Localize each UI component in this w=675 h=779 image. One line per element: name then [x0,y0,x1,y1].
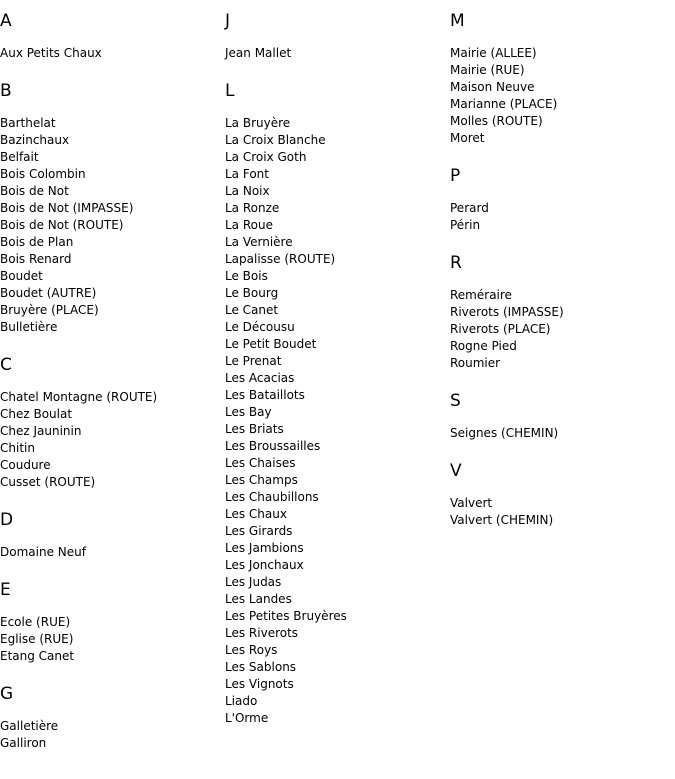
street-entry-bois-de-plan[interactable]: Bois de Plan [0,235,74,249]
section-r [450,253,670,372]
section-p [450,166,670,234]
street-entry-la-bruyere[interactable]: La Bruyère [225,116,291,130]
street-entry-les-chaux[interactable]: Les Chaux [225,507,287,521]
street-entry-les-bay[interactable]: Les Bay [225,405,272,419]
street-entry-les-briats[interactable]: Les Briats [225,422,284,436]
street-entry-ecole-rue[interactable]: Ecole (RUE) [0,615,71,629]
street-entry-les-jonchaux[interactable]: Les Jonchaux [225,558,304,572]
street-entry-lapalisse-route[interactable]: Lapalisse (ROUTE) [225,252,336,266]
street-entry-marianne-place[interactable]: Marianne (PLACE) [450,97,558,111]
street-entry-les-broussailles[interactable]: Les Broussailles [225,439,321,453]
street-entry-la-ronze[interactable]: La Ronze [225,201,280,215]
street-entry-bois-renard[interactable]: Bois Renard [0,252,72,266]
street-entry-boudet[interactable]: Boudet [0,269,43,283]
street-entry-bulletiere[interactable]: Bulletière [0,320,58,334]
street-entry-rogne-pied[interactable]: Rogne Pied [450,339,517,353]
section-e [0,580,220,665]
street-entry-le-prenat[interactable]: Le Prenat [225,354,282,368]
street-entry-les-girards[interactable]: Les Girards [225,524,293,538]
street-entry-perin[interactable]: Périn [450,218,481,232]
section-j [225,11,445,62]
street-entry-chez-boulat[interactable]: Chez Boulat [0,407,73,421]
street-entry-bois-colombin[interactable]: Bois Colombin [0,167,86,181]
street-entry-mairie-allee[interactable]: Mairie (ALLEE) [450,46,537,60]
street-entry-chatel-montagne-route[interactable]: Chatel Montagne (ROUTE) [0,390,158,404]
street-entry-les-acacias[interactable]: Les Acacias [225,371,295,385]
street-entry-cusset-route[interactable]: Cusset (ROUTE) [0,475,96,489]
street-entry-les-petites-bruyeres[interactable]: Les Petites Bruyères [225,609,347,623]
street-entry-bazinchaux[interactable]: Bazinchaux [0,133,70,147]
street-entry-la-croix-goth[interactable]: La Croix Goth [225,150,307,164]
street-entry-galletiere[interactable]: Galletière [0,719,59,733]
section-letter-heading: R [450,253,462,273]
street-entry-boudet-autre[interactable]: Boudet (AUTRE) [0,286,97,300]
street-entry-chez-jauninin[interactable]: Chez Jauninin [0,424,82,438]
section-m [450,11,670,147]
street-entry-le-canet[interactable]: Le Canet [225,303,279,317]
section-c [0,355,220,491]
street-entry-aux-petits-chaux[interactable]: Aux Petits Chaux [0,46,102,60]
street-entry-les-sablons[interactable]: Les Sablons [225,660,297,674]
street-entry-mairie-rue[interactable]: Mairie (RUE) [450,63,525,77]
section-b [0,81,220,336]
street-entry-galliron[interactable]: Galliron [0,736,47,750]
street-entry-bois-de-not[interactable]: Bois de Not [0,184,69,198]
street-entry-les-jambions[interactable]: Les Jambions [225,541,304,555]
index-column-3 [450,11,670,548]
street-entry-bois-de-not-route[interactable]: Bois de Not (ROUTE) [0,218,124,232]
section-letter-heading: D [0,510,14,530]
index-column-1 [0,11,220,771]
street-entry-les-bataillots[interactable]: Les Bataillots [225,388,305,402]
section-s [450,391,670,442]
street-entry-le-bois[interactable]: Le Bois [225,269,268,283]
section-d [0,510,220,561]
street-entry-valvert-chemin[interactable]: Valvert (CHEMIN) [450,513,554,527]
street-entry-les-judas[interactable]: Les Judas [225,575,282,589]
section-letter-heading: S [450,391,461,411]
section-letter-heading: A [0,11,12,31]
section-letter-heading: E [0,580,11,600]
section-letter-heading: C [0,355,12,375]
street-entry-roumier[interactable]: Roumier [450,356,501,370]
street-entry-les-chaubillons[interactable]: Les Chaubillons [225,490,319,504]
street-entry-domaine-neuf[interactable]: Domaine Neuf [0,545,86,559]
street-entry-riverots-place[interactable]: Riverots (PLACE) [450,322,551,336]
section-v [450,461,670,529]
street-entry-bruyere-place[interactable]: Bruyère (PLACE) [0,303,99,317]
section-a [0,11,220,62]
street-entry-coudure[interactable]: Coudure [0,458,51,472]
street-entry-la-verniere[interactable]: La Vernière [225,235,293,249]
street-entry-moret[interactable]: Moret [450,131,485,145]
section-letter-heading: G [0,684,14,704]
street-entry-la-roue[interactable]: La Roue [225,218,273,232]
street-entry-les-champs[interactable]: Les Champs [225,473,298,487]
street-entry-chitin[interactable]: Chitin [0,441,35,455]
street-entry-remeraire[interactable]: Reméraire [450,288,512,302]
street-entry-les-vignots[interactable]: Les Vignots [225,677,294,691]
street-entry-perard[interactable]: Perard [450,201,489,215]
street-entry-riverots-impasse[interactable]: Riverots (IMPASSE) [450,305,564,319]
street-entry-les-roys[interactable]: Les Roys [225,643,278,657]
street-entry-le-bourg[interactable]: Le Bourg [225,286,279,300]
section-letter-heading: V [450,461,462,481]
section-letter-heading: L [225,81,235,101]
street-entry-seignes-chemin[interactable]: Seignes (CHEMIN) [450,426,559,440]
street-entry-les-landes[interactable]: Les Landes [225,592,292,606]
street-entry-les-chaises[interactable]: Les Chaises [225,456,296,470]
street-entry-la-croix-blanche[interactable]: La Croix Blanche [225,133,326,147]
street-entry-belfait[interactable]: Belfait [0,150,39,164]
index-column-2 [225,11,445,746]
section-letter-heading: J [225,11,231,31]
street-entry-les-riverots[interactable]: Les Riverots [225,626,299,640]
street-entry-etang-canet[interactable]: Etang Canet [0,649,75,663]
street-entry-l-orme[interactable]: L'Orme [225,711,269,725]
section-l [225,81,445,727]
street-entry-la-font[interactable]: La Font [225,167,269,181]
street-entry-jean-mallet[interactable]: Jean Mallet [225,46,292,60]
section-letter-heading: P [450,166,461,186]
street-entry-la-noix[interactable]: La Noix [225,184,270,198]
street-entry-eglise-rue[interactable]: Eglise (RUE) [0,632,74,646]
section-letter-heading: B [0,81,12,101]
street-entry-liado[interactable]: Liado [225,694,258,708]
street-entry-barthelat[interactable]: Barthelat [0,116,56,130]
section-g [0,684,220,752]
street-entry-le-petit-boudet[interactable]: Le Petit Boudet [225,337,317,351]
street-entry-bois-de-not-impasse[interactable]: Bois de Not (IMPASSE) [0,201,134,215]
street-entry-molles-route[interactable]: Molles (ROUTE) [450,114,543,128]
street-entry-valvert[interactable]: Valvert [450,496,493,510]
section-letter-heading: M [450,11,465,31]
street-entry-maison-neuve[interactable]: Maison Neuve [450,80,535,94]
street-entry-le-decousu[interactable]: Le Décousu [225,320,295,334]
